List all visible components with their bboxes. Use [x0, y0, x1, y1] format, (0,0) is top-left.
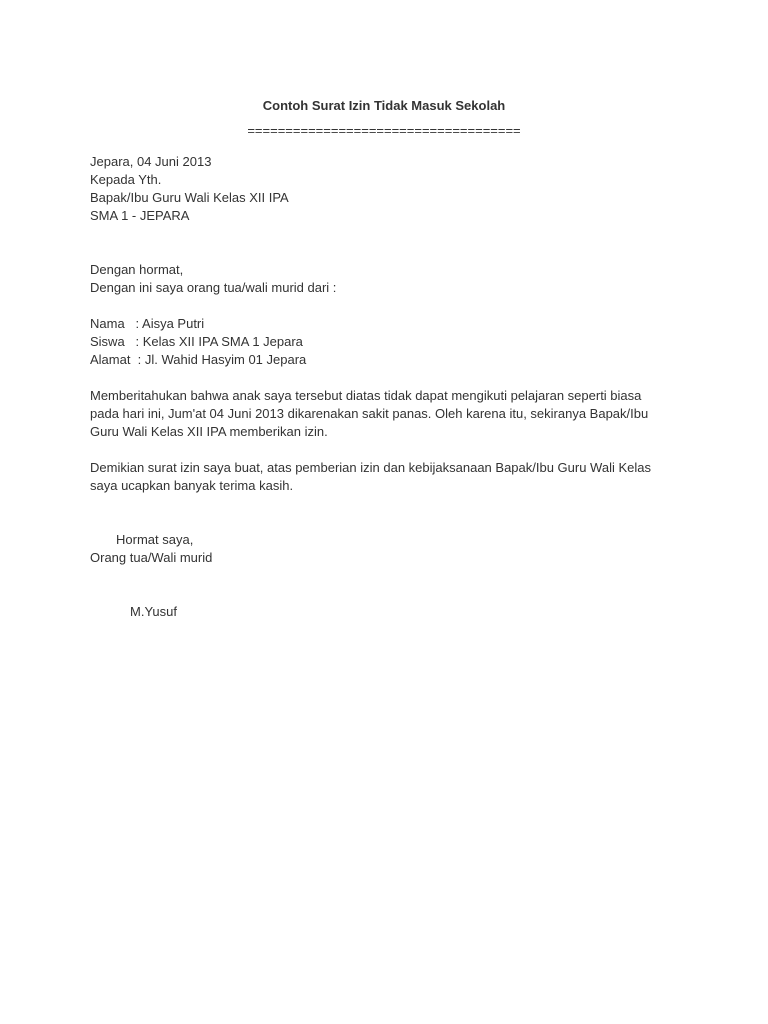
recipient-school: SMA 1 - JEPARA — [90, 208, 190, 223]
intro-line: Dengan ini saya orang tua/wali murid dari : — [90, 280, 337, 295]
signature-name: M.Yusuf — [130, 604, 177, 619]
document-title: Contoh Surat Izin Tidak Masuk Sekolah — [262, 98, 506, 113]
greeting: Dengan hormat, — [90, 262, 184, 277]
paragraph-1-line: Memberitahukan bahwa anak saya tersebut diatas tidak dapat mengikuti pelajaran seperti biasa — [90, 388, 642, 403]
recipient-prefix: Kepada Yth. — [90, 172, 162, 187]
student-name-row: Nama : Aisya Putri — [90, 316, 205, 331]
paragraph-1-line: Guru Wali Kelas XII IPA memberikan izin. — [90, 424, 328, 439]
student-address-row: Alamat : Jl. Wahid Hasyim 01 Jepara — [90, 352, 307, 367]
paragraph-2-line: Demikian surat izin saya buat, atas pemberian izin dan kebijaksanaan Bapak/Ibu Guru Wali Kelas — [90, 460, 651, 475]
place-date: Jepara, 04 Juni 2013 — [90, 154, 212, 169]
closing-role: Orang tua/Wali murid — [90, 550, 213, 565]
recipient: Bapak/Ibu Guru Wali Kelas XII IPA — [90, 190, 289, 205]
paragraph-1-line: pada hari ini, Jum'at 04 Juni 2013 dikarenakan sakit panas. Oleh karena itu, sekiranya Bapak/Ibu — [90, 406, 649, 421]
closing-salutation: Hormat saya, — [116, 532, 194, 547]
paragraph-2-line: saya ucapkan banyak terima kasih. — [90, 478, 294, 493]
title-separator: ==================================== — [247, 123, 521, 138]
student-class-row: Siswa : Kelas XII IPA SMA 1 Jepara — [90, 334, 303, 349]
